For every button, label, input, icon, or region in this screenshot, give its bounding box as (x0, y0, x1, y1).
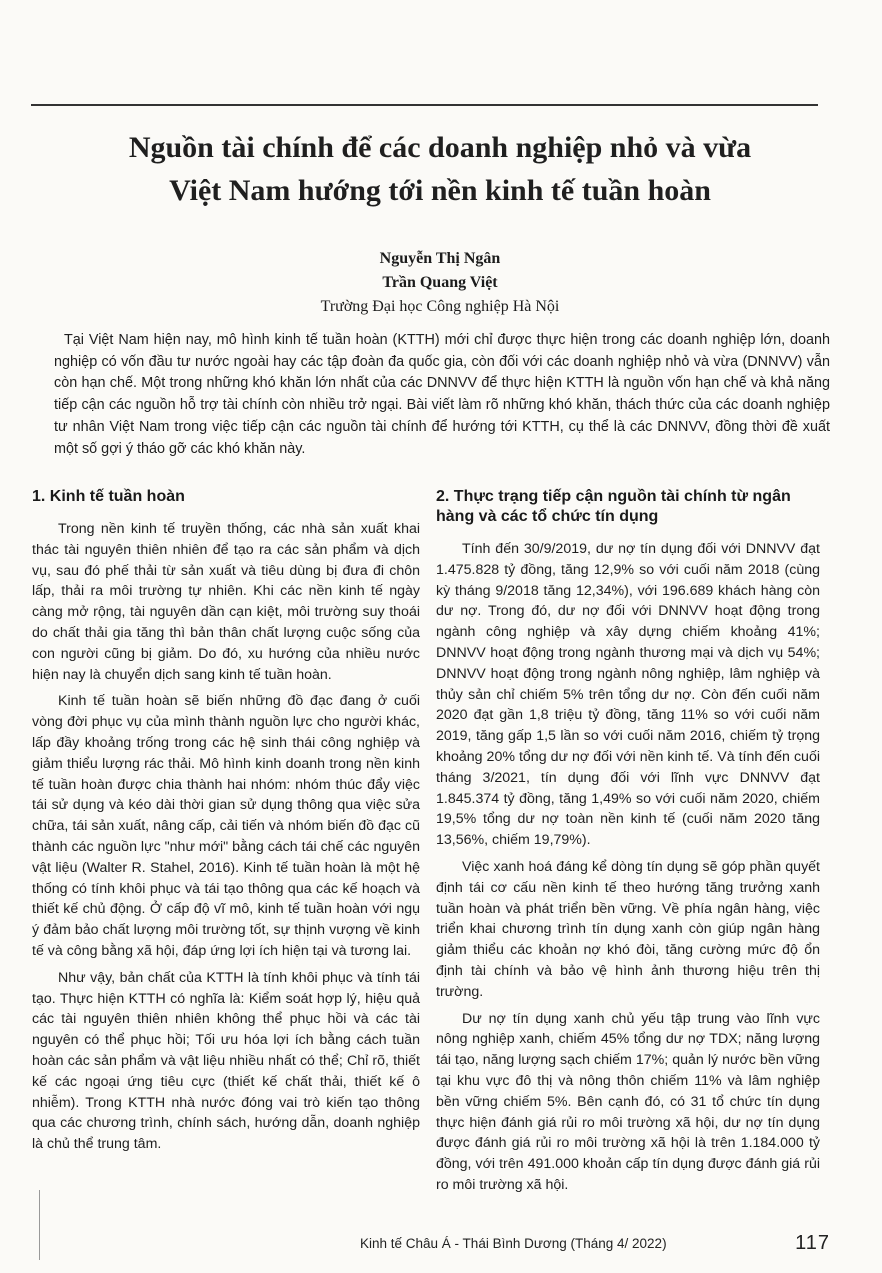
title-line-2: Việt Nam hướng tới nền kinh tế tuần hoàn (169, 174, 711, 207)
title-line-1: Nguồn tài chính để các doanh nghiệp nhỏ và vừa (128, 131, 752, 164)
right-paragraph-1: Tính đến 30/9/2019, dư nợ tín dụng đối với DNNVV đạt 1.475.828 tỷ đồng, tăng 12,9% so với cuối năm 2018 (cùng kỳ tháng 9/2018 tăng 12,34%), với 196.689 khách hàng còn dư nợ. Trong đó, dư nợ đối với DNNVV hoạt động trong ngành công nghiệp và xây dựng chiếm khoảng 41%; DNNVV hoạt động trong ngành thương mại và dịch vụ 54%; DNNVV hoạt động trong ngành nông nghiệp, lâm nghiệp và thủy sản chỉ chiếm 5% trên tổng dư nợ. Còn đến cuối năm 2020 đạt gần 1,8 triệu tỷ đồng, tăng 11% so với cuối năm 2019, tăng gấp 1,5 lần so với cuối năm 2016, chiếm tỷ trọng khoảng 20% tổng dư nợ đối với nền kinh tế. Và tính đến cuối tháng 3/2021, tín dụng đối với lĩnh vực DNNVV đạt 1.845.374 tỷ đồng, tăng 1,49% so với cuối năm 2020, chiếm 19,5% tổng dư nợ toàn nền kinh tế (cuối năm 2020 tăng 13,56%, chiếm 19,79%). (436, 541, 820, 849)
left-paragraph-1: Trong nền kinh tế truyền thống, các nhà sản xuất khai thác tài nguyên thiên nhiên để tạo ra các sản phẩm và dịch vụ, sau đó phế thải từ sản xuất và tiêu dùng bị đưa đi chôn lấp, thải ra môi trường tự nhiên. Khi các nền kinh tế ngày càng mở rộng, tài nguyên dần cạn kiệt, môi trường suy thoái do chất thải gia tăng thì bản thân chất lượng cuộc sống của con người cũng bị giảm. Do đó, xu hướng của nhiều nước hiện nay là chuyển dịch sang kinh tế tuần hoàn. (32, 521, 420, 683)
left-column (32, 487, 420, 1161)
article-title (40, 126, 840, 212)
left-paragraph-3: Như vậy, bản chất của KTTH là tính khôi phục và tính tái tạo. Thực hiện KTTH có nghĩa là: Kiểm soát hợp lý, hiệu quả các tài nguyên thiên nhiên không thể phục hồi và các tài nguyên có thể phục hồi; Tối ưu hóa lợi ích bằng cách tuần hoàn các sản phẩm và vật liệu nhiều nhất có thể; Chỉ rõ, thiết kế các ngoại ứng tiêu cực (thiết kế chất thải, thiết kế ô nhiễm). Trong KTTH nhà nước đóng vai trò kiến tạo thông qua các chương trình, chính sách, hướng dẫn, doanh nghiệp là chủ thể trung tâm. (32, 969, 420, 1153)
journal-name: Kinh tế Châu Á - Thái Bình Dương (Tháng 4/ 2022) (360, 1236, 667, 1251)
right-paragraph-2: Việc xanh hoá đáng kể dòng tín dụng sẽ góp phần quyết định tái cơ cấu nền kinh tế theo hướng tăng trưởng xanh tuần hoàn và phát triển bền vững. Về phía ngân hàng, việc triển khai chương trình tín dụng xanh còn giúp ngân hàng giảm thiểu các khoản nợ khó đòi, tăng cường mức độ ổn định tài chính và bảo vệ hình ảnh thương hiệu trên thị trường. (436, 858, 820, 1000)
author-block (40, 247, 840, 319)
margin-line (39, 1190, 40, 1260)
section-2-heading: 2. Thực trạng tiếp cận nguồn tài chính từ ngân hàng và các tổ chức tín dụng (436, 488, 791, 525)
abstract: Tại Việt Nam hiện nay, mô hình kinh tế tuần hoàn (KTTH) mới chỉ được thực hiện trong các doanh nghiệp lớn, doanh nghiệp có vốn đầu tư nước ngoài hay các tập đoàn đa quốc gia, còn đối với các doanh nghiệp nhỏ và vừa (DNNVV) vẫn còn hạn chế. Một trong những khó khăn lớn nhất của các DNNVV để thực hiện KTTH là nguồn vốn hạn chế và khả năng tiếp cận các nguồn hỗ trợ tài chính còn nhiều trở ngại. Bài viết làm rõ những khó khăn, thách thức của các doanh nghiệp tư nhân Việt Nam trong việc tiếp cận các nguồn tài chính để hướng tới KTTH, cụ thể là các DNNVV, đồng thời đề xuất một số gợi ý tháo gỡ các khó khăn này. (54, 332, 830, 457)
page-footer (360, 1232, 830, 1256)
page-number: 117 (795, 1232, 830, 1254)
right-paragraph-3: Dư nợ tín dụng xanh chủ yếu tập trung vào lĩnh vực nông nghiệp xanh, chiếm 45% tổng dư nợ TDX; năng lượng tái tạo, năng lượng sạch chiếm 17%; quản lý nước bền vững tại khu vực đô thị và nông thôn chiếm 11% và lâm nghiệp bền vững chiếm 5%. Bên cạnh đó, có 31 tổ chức tín dụng thực hiện đánh giá rủi ro môi trường xã hội, dư nợ tín dụng được đánh giá rủi ro môi trường xã hội là trên 1.184.000 tỷ đồng, với trên 491.000 khoản cấp tín dụng được đánh giá rủi ro môi trường xã hội. (436, 1010, 820, 1193)
author-2: Trần Quang Việt (382, 274, 498, 291)
top-rule (31, 104, 818, 106)
left-paragraph-2: Kinh tế tuần hoàn sẽ biến những đồ đạc đang ở cuối vòng đời phục vụ của mình thành nguồn lực cho người khác, lấp đầy khoảng trống trong các hệ sinh thái công nghiệp và giảm thiểu lượng rác thải. Mô hình kinh doanh trong nền kinh tế tuần hoàn được chia thành hai nhóm: nhóm thúc đẩy việc tái sử dụng và kéo dài thời gian sử dụng thông qua việc sửa chữa, tái sản xuất, nâng cấp, cải tiến và nhóm biến đồ đạc cũ thành các nguồn lực "như mới" bằng cách tái chế các nguyên vật liệu (Walter R. Stahel, 2016). Kinh tế tuần hoàn là một hệ thống có tính khôi phục và tái tạo thông qua các kế hoạch và thiết kế chủ động. Ở cấp độ vĩ mô, kinh tế tuần hoàn với ngụ ý đảm bảo chất lượng môi trường tốt, sự thịnh vượng về kinh tế và công bằng xã hội, đáp ứng lợi ích hiện tại và tương lai. (32, 693, 420, 959)
section-1-heading: 1. Kinh tế tuần hoàn (32, 488, 185, 505)
author-1: Nguyễn Thị Ngân (379, 250, 501, 267)
right-column (436, 487, 820, 1202)
affiliation: Trường Đại học Công nghiệp Hà Nội (320, 298, 560, 315)
